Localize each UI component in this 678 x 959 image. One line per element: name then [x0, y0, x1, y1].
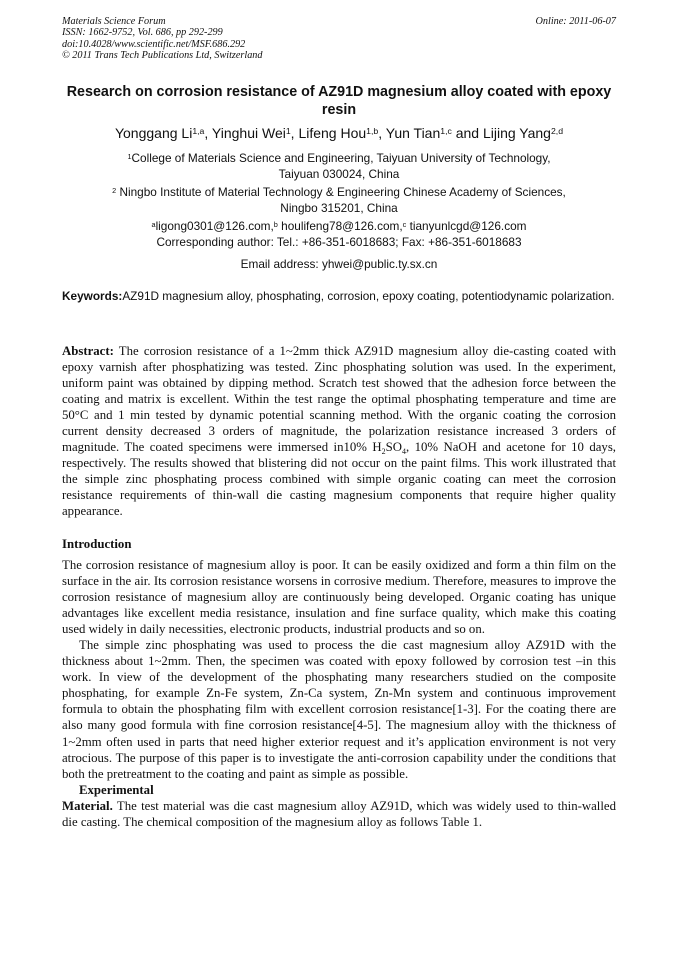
- email-link[interactable]: houlifeng78@126.com,: [277, 219, 403, 233]
- affiliation-2: [62, 184, 616, 216]
- author-separator: ,: [204, 125, 212, 141]
- keywords-label: Keywords:: [62, 289, 123, 303]
- affiliation-line: College of Materials Science and Engineering, Taiyuan University of Technology,: [131, 151, 551, 165]
- online-date: Online: 2011-06-07: [535, 16, 616, 27]
- paragraph: The corrosion resistance of magnesium alloy is poor. It can be easily oxidized and form a thin film on the surface in the air. Its corrosion resistance worsens in corrosive medium. Therefore, measures to improve the corrosion resistance of magnesium alloy are continuously being developed. Organic coating has unique advantages like excellent media resistance, insulation and fine surface quality, which make this coating used widely in daily necessities, electronic products, industrial products and so on.: [62, 558, 616, 637]
- author-name: Lijing Yang: [482, 125, 551, 141]
- introduction-heading: Introduction: [62, 537, 132, 551]
- experimental-heading: Experimental: [79, 782, 154, 797]
- email-mark: c: [402, 219, 407, 229]
- author-affiliation-mark: 1,b: [366, 126, 379, 137]
- email-mark: a: [151, 219, 156, 229]
- author-affiliation-mark: 1,a: [192, 126, 205, 137]
- email-address: Email address: yhwei@public.ty.sx.cn: [240, 257, 438, 271]
- abstract: [62, 343, 616, 520]
- author-separator: and: [451, 125, 483, 141]
- journal-copyright: © 2011 Trans Tech Publications Ltd, Switzerland: [62, 50, 263, 62]
- affiliation-line: Taiyuan 030024, China: [278, 167, 400, 181]
- affiliation-mark: 2: [112, 185, 117, 195]
- keywords-text: AZ91D magnesium alloy, phosphating, corrosion, epoxy coating, potentiodynamic polarization.: [122, 289, 615, 303]
- author-affiliation-mark: 1,c: [440, 126, 452, 137]
- material-text: The test material was die cast magnesium alloy AZ91D, which was widely used to thin-walled die casting. The chemical composition of the magnesium alloy as follows Table 1.: [62, 798, 616, 829]
- formula-subscript: 2: [381, 446, 386, 456]
- affiliation-line: Ningbo 315201, China: [280, 201, 398, 215]
- abstract-label: Abstract:: [62, 344, 114, 358]
- author-name: Yonggang Li: [114, 125, 193, 141]
- journal-name: Materials Science Forum: [62, 16, 166, 27]
- author-name: Lifeng Hou: [298, 125, 367, 141]
- author-affiliation-mark: 1: [285, 126, 291, 137]
- abstract-text: The corrosion resistance of a 1~2mm thick AZ91D magnesium alloy die-casting coated with epoxy varnish after phosphatizing was tested. Zinc phosphating solution was used. In the experiment, uniform paint was obtained by dipping method. Scratch test showed that the adhesion force between the coating and matrix is excellent. Within the test range the optimal phosphating temperature and time are 50°C and 1 min tested by dynamic potential scanning method. With the organic coating the corrosion current density decreased 3 orders of magnitude, the polarization resistance increased 3 orders of magnitude. The coated specimens were immersed in10% H: [62, 344, 616, 455]
- author-name: Yun Tian: [385, 125, 441, 141]
- paper-title: Research on corrosion resistance of AZ91D magnesium alloy coated with epoxy resin: [66, 84, 612, 118]
- author-separator: ,: [378, 125, 386, 141]
- journal-issn: ISSN: 1662-9752, Vol. 686, pp 292-299: [62, 27, 223, 39]
- author-emails: [62, 218, 616, 250]
- paragraph: [62, 798, 616, 830]
- corresponding-author: Corresponding author: Tel.: +86-351-6018683; Fax: +86-351-6018683: [156, 235, 522, 249]
- keywords: [62, 289, 616, 305]
- email-link[interactable]: tianyunlcgd@126.com: [406, 219, 527, 233]
- paragraph: The simple zinc phosphating was used to process the die cast magnesium alloy AZ91D with the thickness about 1~2mm. Then, the specimen was coated with epoxy followed by corrosion test –in this work. In view of the development of the phosphating many researchers studied on the composite phosphating, for example Zn-Fe system, Zn-Ca system, Zn-Mn system and continuous improvement formula to obtain the phosphating film with excellent corrosion resistance[1-3]. For the coating there are also many good formula with fine corrosion resistance[4-5]. The magnesium alloy with the thickness of 1~2mm often used in parts that need higher exterior request and it’s application environment is not very atrocious. The purpose of this paper is to investigate the anti-corrosion capability under the conditions that both the pretreatment to the coating and paint as simple as possible.: [62, 638, 616, 781]
- author-list: [60, 124, 618, 142]
- email-mark: b: [273, 219, 278, 229]
- author-affiliation-mark: 2,d: [550, 126, 564, 137]
- introduction-body: [62, 557, 616, 830]
- author-name: Yinghui Wei: [211, 125, 286, 141]
- journal-doi: doi:10.4028/www.scientific.net/MSF.686.292: [62, 38, 246, 50]
- author-separator: ,: [290, 125, 299, 141]
- affiliation-line: Ningbo Institute of Material Technology & Engineering Chinese Academy of Sciences,: [116, 185, 566, 199]
- abstract-text: SO: [385, 440, 402, 455]
- journal-header: [62, 16, 616, 62]
- abstract-text: , 10% NaOH and acetone for 10 days, respectively. The results showed that blistering did not occur on the paint films. This work illustrated that the simple zinc phosphating process combined with simple organic coating can meet the corrosion resistance requirements of thin-wall die casting magnesium components that require higher quality appearance.: [62, 440, 616, 519]
- affiliation-mark: 1: [127, 151, 132, 161]
- email-link[interactable]: ligong0301@126.com,: [155, 219, 274, 233]
- material-label: Material.: [62, 798, 113, 813]
- formula-subscript: 4: [401, 446, 406, 456]
- affiliation-1: [62, 150, 616, 182]
